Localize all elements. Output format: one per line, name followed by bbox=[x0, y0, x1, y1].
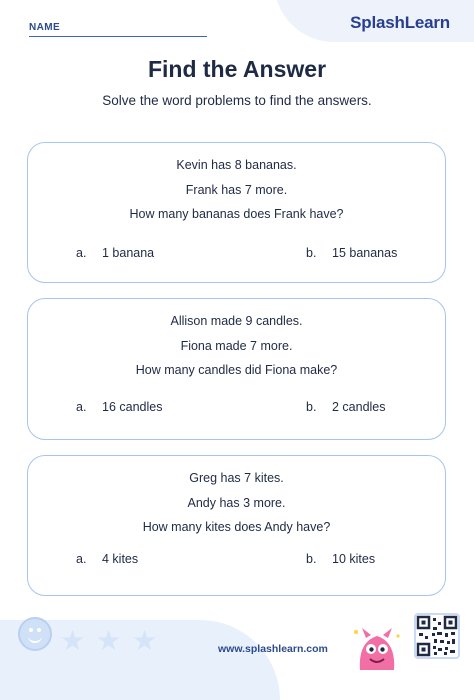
problem-line: Frank has 7 more. bbox=[185, 182, 288, 197]
option-a[interactable] bbox=[76, 246, 154, 260]
smiley-icon bbox=[18, 617, 52, 651]
problem-line: Greg has 7 kites. bbox=[189, 471, 284, 485]
qr-code-icon bbox=[416, 615, 458, 657]
problem-line: Kevin has 8 bananas. bbox=[176, 158, 297, 172]
name-label: NAME bbox=[29, 22, 61, 33]
problem-line: Andy has 3 more. bbox=[187, 495, 286, 510]
option-letter: b. bbox=[306, 400, 317, 414]
brand-logo: SplashLearn bbox=[350, 13, 450, 32]
option-a[interactable] bbox=[76, 400, 162, 414]
problem-card-1 bbox=[27, 142, 446, 283]
star-icon: ★ bbox=[96, 625, 122, 656]
page-title: Find the Answer bbox=[147, 56, 327, 82]
option-text: 15 bananas bbox=[332, 246, 398, 260]
option-text: 16 candles bbox=[102, 400, 163, 414]
option-letter: b. bbox=[306, 552, 317, 566]
footer-url[interactable]: www.splashlearn.com bbox=[218, 643, 328, 655]
option-letter: a. bbox=[76, 400, 87, 414]
qr-code bbox=[414, 613, 460, 659]
problem-line: Allison made 9 candles. bbox=[170, 314, 303, 328]
option-letter: a. bbox=[76, 552, 87, 566]
option-text: 2 candles bbox=[332, 400, 386, 414]
name-line bbox=[29, 36, 207, 37]
option-b[interactable] bbox=[306, 552, 375, 566]
option-text: 10 kites bbox=[332, 552, 376, 566]
page-subtitle: Solve the word problems to find the answers. bbox=[102, 93, 372, 108]
star-icon: ★ bbox=[60, 625, 86, 656]
option-a[interactable] bbox=[76, 552, 138, 566]
option-text: 1 banana bbox=[102, 246, 155, 260]
option-text: 4 kites bbox=[102, 552, 139, 566]
problem-line: How many candles did Fiona make? bbox=[135, 363, 338, 377]
option-letter: b. bbox=[306, 246, 317, 260]
star-icon: ★ bbox=[132, 625, 158, 656]
problem-line: Fiona made 7 more. bbox=[180, 338, 293, 353]
problem-line: How many kites does Andy have? bbox=[142, 520, 331, 534]
problem-line: How many bananas does Frank have? bbox=[129, 207, 344, 221]
option-b[interactable] bbox=[306, 246, 397, 260]
problem-card-3 bbox=[27, 455, 446, 596]
option-b[interactable] bbox=[306, 400, 386, 414]
option-letter: a. bbox=[76, 246, 87, 260]
problem-card-2 bbox=[27, 298, 446, 440]
monster-mascot-icon bbox=[352, 622, 402, 670]
